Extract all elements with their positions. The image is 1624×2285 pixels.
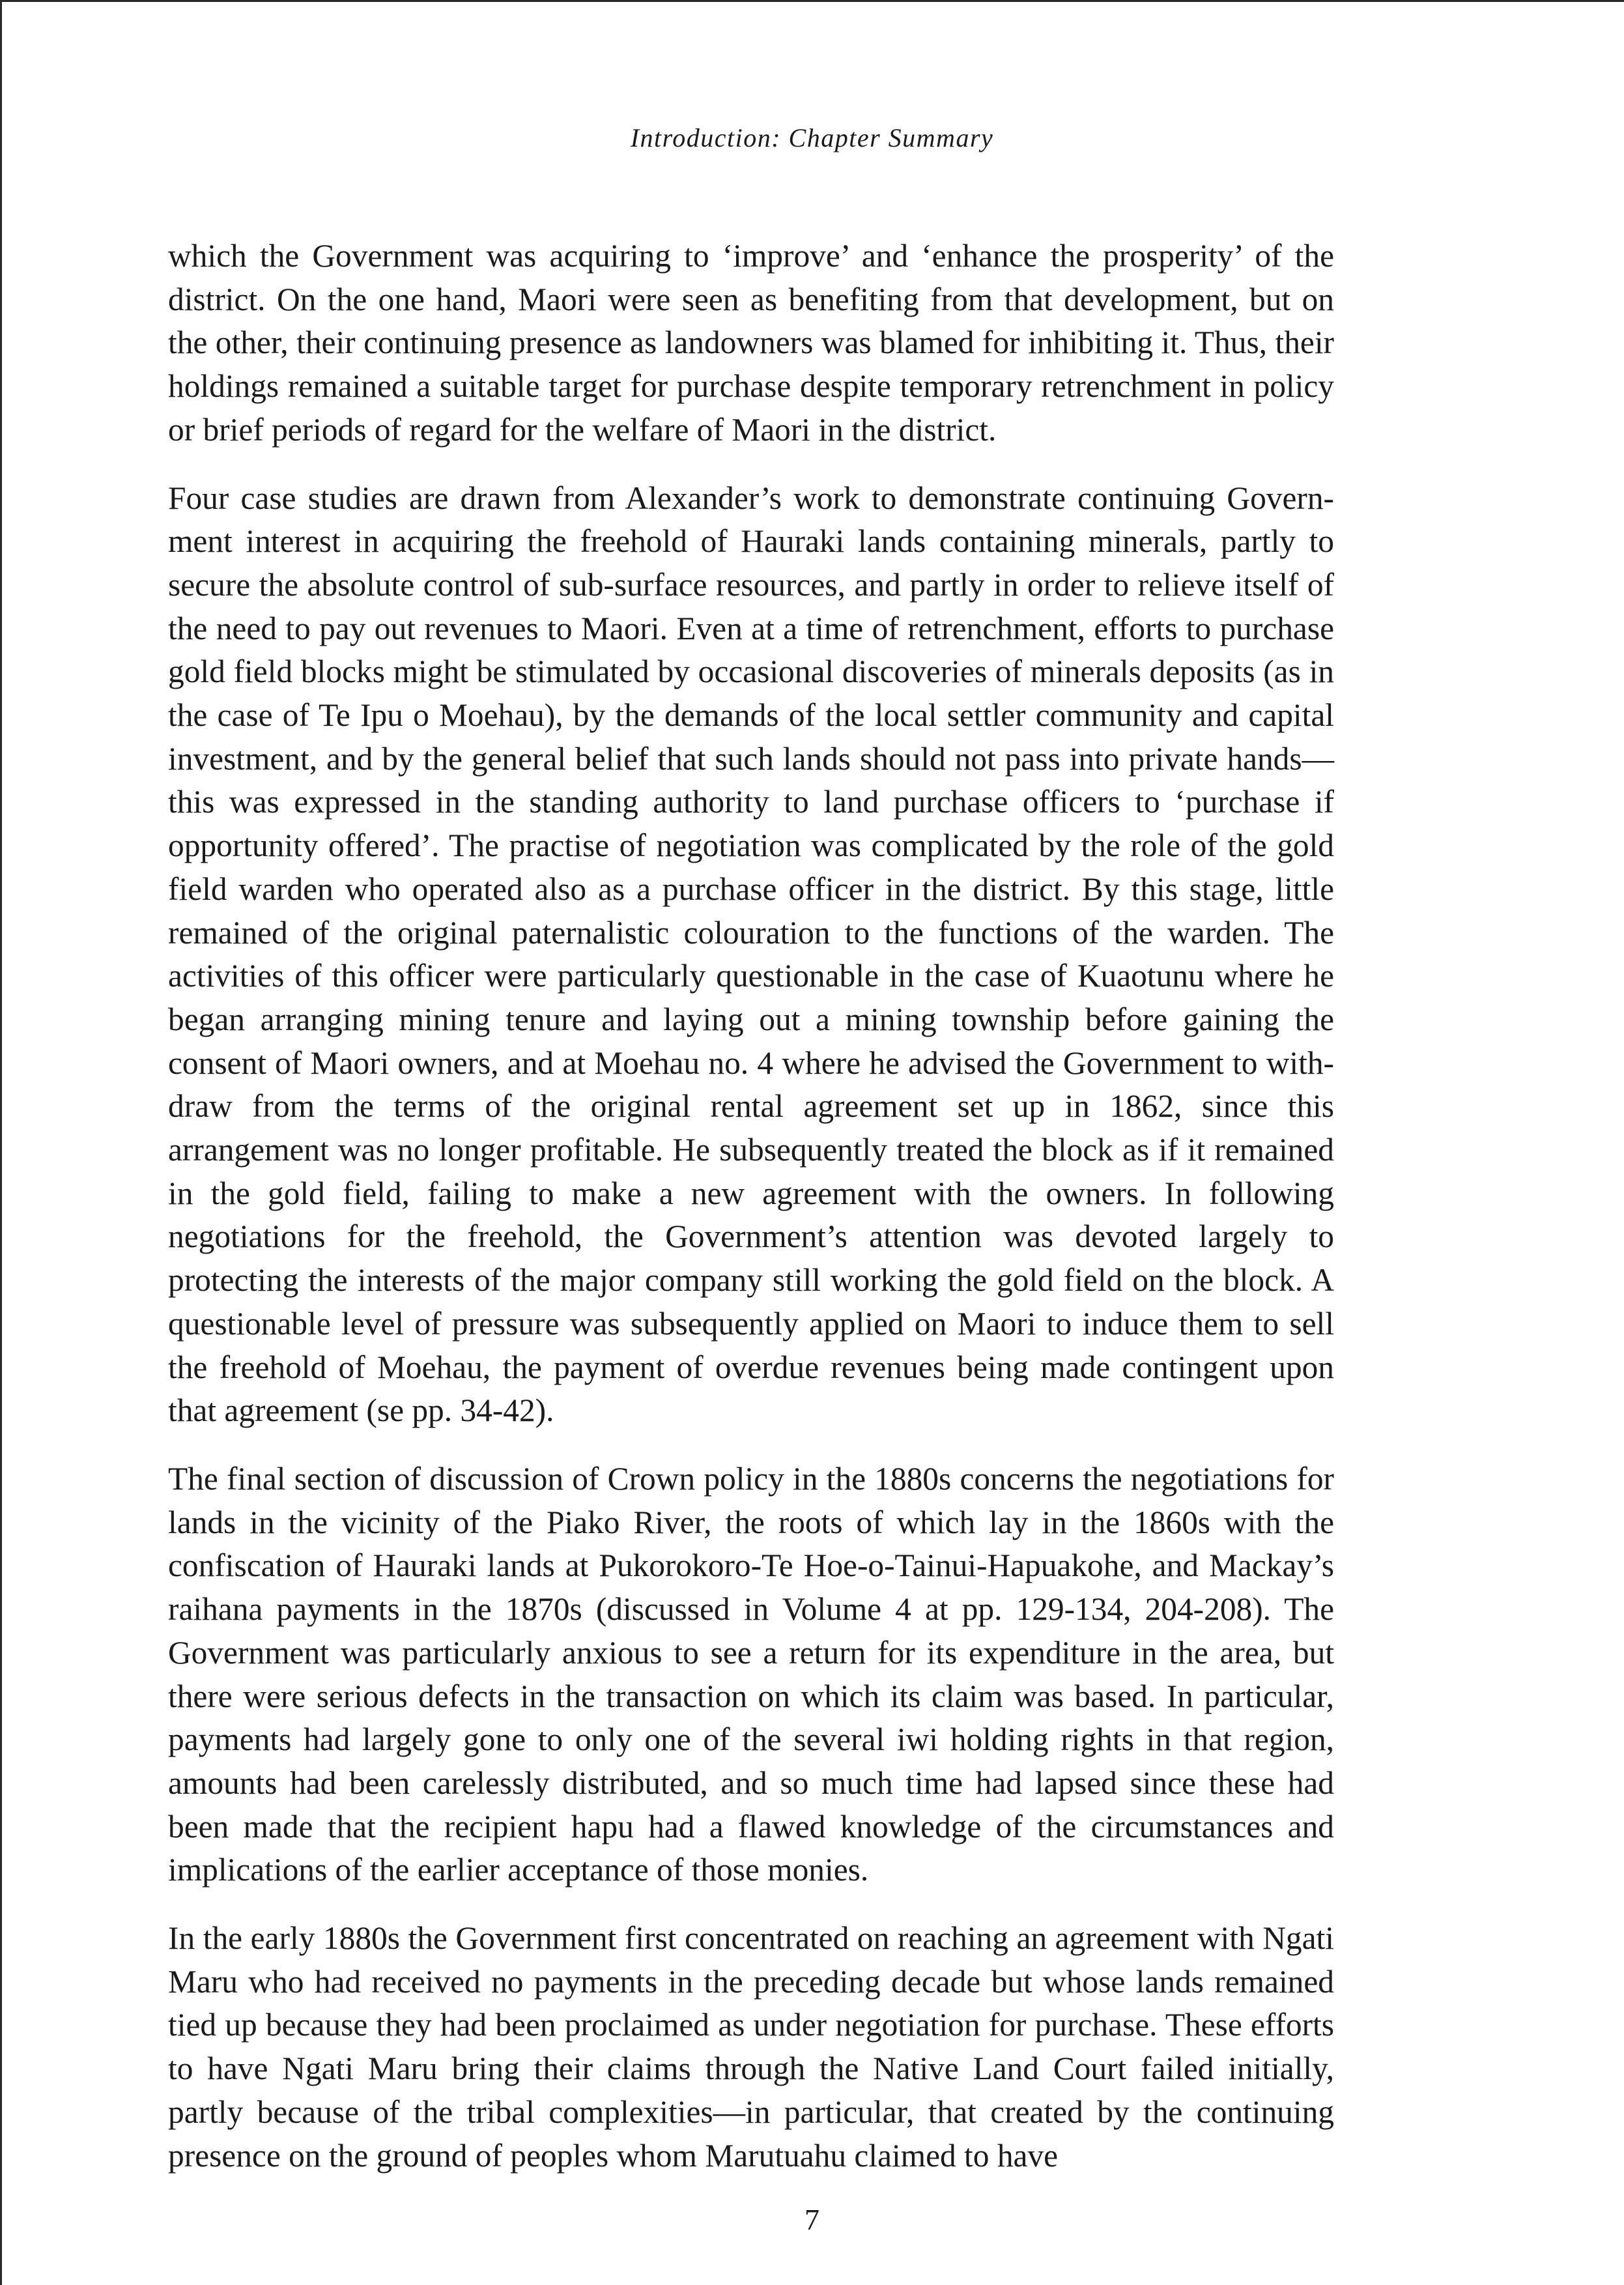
scan-edge-left: [0, 0, 2, 2285]
paragraph-1: which the Government was acquiring to ‘improve’ and ‘enhance the prosperity’ of the district. On the one hand, Maori were seen as benefiting from that development, but on the other, their continuing presence as landowners was blamed for inhibiting it. Thus, their holdings remained a suitable target for purchase despite temporary retrenchment in policy or brief periods of regard for the welfare of Maori in the district.: [168, 238, 1334, 448]
paragraph-3: The final section of discussion of Crown policy in the 1880s concerns the negotiations for lands in the vicinity of the Piako River, the roots of which lay in the 1860s with the confiscation of Hauraki lands at Pukorokoro-Te Hoe-o-Tainui-Hapuakohe, and Mackay’s raihana payments in the 1870s (discussed in Volume 4 at pp. 129-134, 204-208). The Government was particularly anxious to see a return for its expenditure in the area, but there were serious defects in the transaction on which its claim was based. In particular, payments had largely gone to only one of the several iwi holding rights in that region, amounts had been carelessly distributed, and so much time had lapsed since these had been made that the recipient hapu had a flawed knowledge of the circumstances and implications of the earlier acceptance of those monies.: [168, 1460, 1334, 1888]
page-number: 7: [805, 2203, 819, 2236]
paragraph-2: Four case studies are drawn from Alexander’s work to demonstrate continuing Government interest in acquiring the freehold of Hauraki lands containing minerals, partly to secure the absolute control of sub-surface resources, and partly in order to relieve itself of the need to pay out revenues to Maori. Even at a time of retrenchment, efforts to purchase gold field blocks might be stimulated by occasional discoveries of minerals deposits (as in the case of Te Ipu o Moehau), by the demands of the local settler community and capital investment, and by the general belief that such lands should not pass into private hands—this was expressed in the standing authority to land purchase officers to ‘purchase if opportunity offered’. The practise of negotiation was complicated by the role of the gold field warden who operated also as a purchase officer in the district. By this stage, little remained of the original paternalistic colouration to the functions of the warden. The activities of this officer were particularly questionable in the case of Kuaotunu where he began arranging mining tenure and laying out a mining township before gaining the consent of Maori owners, and at Moehau no. 4 where he advised the Government to withdraw from the terms of the original rental agreement set up in 1862, since this arrangement was no longer profitable. He subsequently treated the block as if it remained in the gold field, failing to make a new agreement with the owners. In following negotiations for the freehold, the Government’s attention was devoted largely to protecting the interests of the major company still working the gold field on the block. A questionable level of pressure was subsequently applied on Maori to induce them to sell the freehold of Moehau, the payment of overdue revenues being made contingent upon that agreement (se pp. 34-42).: [168, 480, 1334, 1429]
scan-edge-top: [0, 0, 1624, 2]
paragraph-4: In the early 1880s the Government first concentrated on reaching an agreement with Ngati Maru who had received no payments in the preceding decade but whose lands remained tied up because they had been proclaimed as under negotiation for purchase. These efforts to have Ngati Maru bring their claims through the Native Land Court failed initially, partly because of the tribal complexities—in particular, that created by the continuing presence on the ground of peoples whom Marutuahu claimed to have: [168, 1920, 1334, 2174]
body-text: [168, 235, 1334, 2202]
running-head: Introduction: Chapter Summary: [630, 123, 994, 152]
